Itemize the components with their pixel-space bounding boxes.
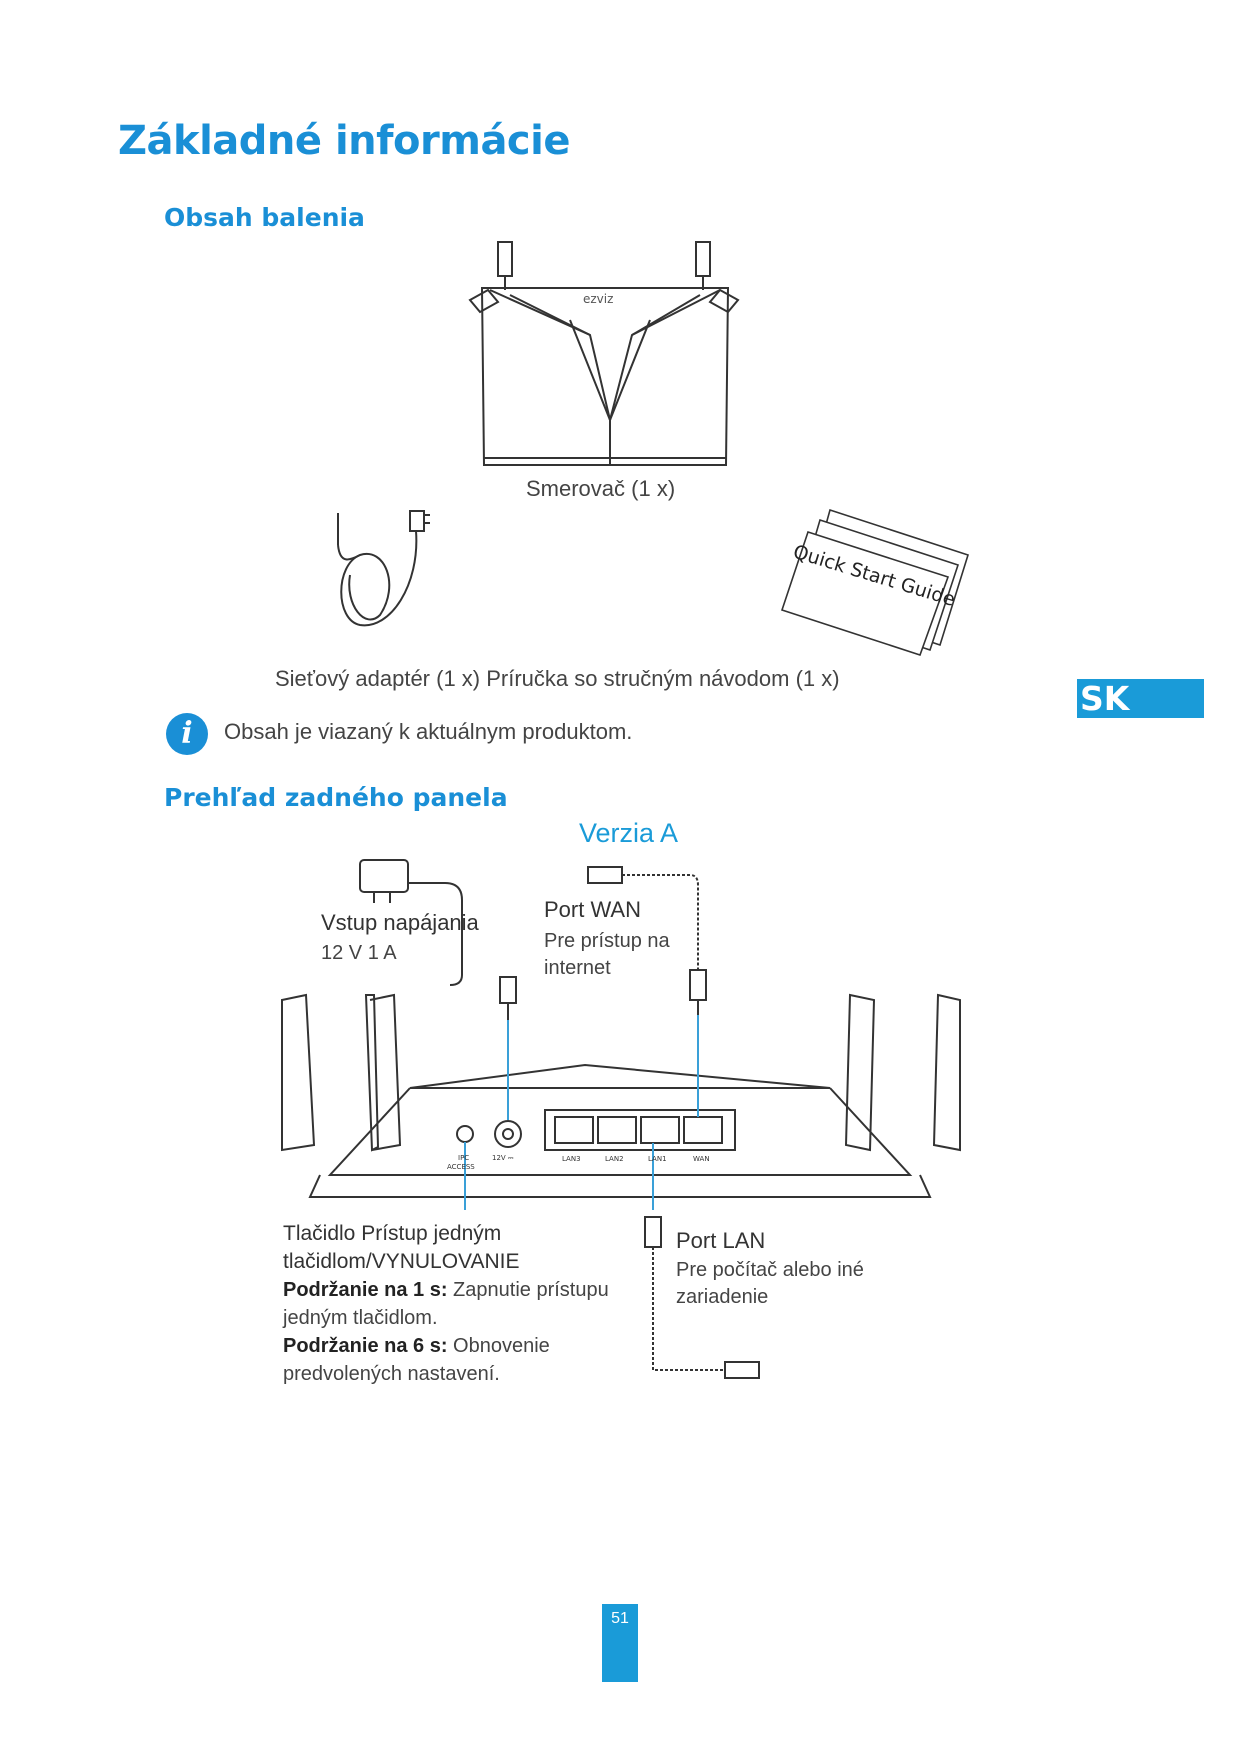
hold1-text-b: jedným tlačidlom. bbox=[283, 1307, 438, 1329]
lan-port-title: Port LAN bbox=[676, 1228, 766, 1253]
svg-text:LAN1: LAN1 bbox=[648, 1155, 667, 1163]
page-number: 51 bbox=[602, 1604, 638, 1682]
reset-button-description bbox=[283, 1220, 643, 1388]
svg-text:WAN: WAN bbox=[693, 1155, 710, 1163]
quick-start-guide-illustration bbox=[770, 505, 970, 655]
ezviz-logo: ezviz bbox=[583, 292, 614, 306]
section-title-package: Obsah balenia bbox=[164, 203, 365, 232]
svg-text:12V ⎓: 12V ⎓ bbox=[492, 1154, 514, 1162]
router-front-illustration bbox=[460, 240, 760, 470]
power-adapter-illustration bbox=[330, 505, 440, 635]
svg-text:LAN3: LAN3 bbox=[562, 1155, 581, 1163]
adapter-guide-caption: Sieťový adaptér (1 x) Príručka so stručným návodom (1 x) bbox=[275, 666, 840, 691]
hold1-label: Podržanie na 1 s: bbox=[283, 1279, 448, 1301]
language-tab: SK bbox=[1077, 679, 1204, 718]
power-input-title: Vstup napájania bbox=[321, 910, 479, 935]
hold6-label: Podržanie na 6 s: bbox=[283, 1335, 448, 1357]
svg-text:IPC: IPC bbox=[458, 1154, 470, 1162]
wan-port-title: Port WAN bbox=[544, 897, 641, 922]
lan-port-desc-2: zariadenie bbox=[676, 1286, 769, 1308]
wan-port-desc-1: Pre prístup na bbox=[544, 930, 670, 952]
router-caption: Smerovač (1 x) bbox=[526, 476, 676, 501]
svg-text:ACCESS: ACCESS bbox=[447, 1163, 475, 1171]
power-input-spec: 12 V 1 A bbox=[321, 942, 397, 964]
hold6-text-b: predvolených nastavení. bbox=[283, 1363, 500, 1385]
reset-title-line2: tlačidlom/VYNULOVANIE bbox=[283, 1250, 520, 1273]
version-label: Verzia A bbox=[579, 818, 679, 848]
wan-port-desc-2: internet bbox=[544, 957, 611, 979]
info-icon: i bbox=[166, 713, 208, 755]
svg-text:Quick Start Guide: Quick Start Guide bbox=[790, 540, 958, 611]
section-title-rear-panel: Prehľad zadného panela bbox=[164, 783, 508, 812]
hold1-text-a: Zapnutie prístupu bbox=[447, 1279, 609, 1301]
reset-title-line1: Tlačidlo Prístup jedným bbox=[283, 1222, 502, 1245]
svg-text:LAN2: LAN2 bbox=[605, 1155, 624, 1163]
page-title: Základné informácie bbox=[118, 118, 570, 164]
hold6-text-a: Obnovenie bbox=[447, 1335, 550, 1357]
package-note: Obsah je viazaný k aktuálnym produktom. bbox=[224, 719, 633, 744]
lan-port-desc-1: Pre počítač alebo iné bbox=[676, 1259, 864, 1281]
